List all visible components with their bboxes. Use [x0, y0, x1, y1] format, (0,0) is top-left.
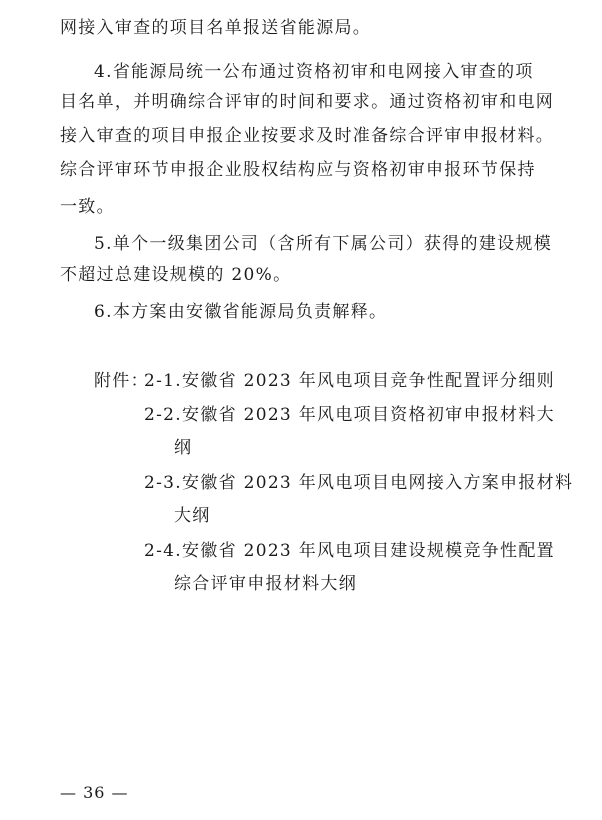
attachment-2-4-line-2: 综合评审申报材料大纲: [174, 574, 357, 594]
page-number: — 36 —: [60, 783, 129, 802]
paragraph-4-line-2: 目名单，并明确综合评审的时间和要求。通过资格初审和电网: [60, 92, 555, 112]
paragraph-5-line-1: 5.单个一级集团公司（含所有下属公司）获得的建设规模: [94, 234, 553, 254]
paragraph-3-end: 网接入审查的项目名单报送省能源局。: [60, 18, 372, 38]
paragraph-4-line-4: 综合评审环节申报企业股权结构应与资格初审申报环节保持: [60, 160, 536, 180]
paragraph-5-line-2: 不超过总建设规模的 20%。: [60, 265, 292, 285]
paragraph-4-line-1: 4.省能源局统一公布通过资格初审和电网接入审查的项: [94, 62, 534, 82]
attachment-2-3-line-2: 大纲: [174, 506, 211, 526]
attachments-label: 附件：: [94, 371, 149, 391]
attachment-2-2-line-1: 2-2.安徽省 2023 年风电项目资格初审申报材料大: [144, 405, 555, 425]
paragraph-4-line-3: 接入审查的项目申报企业按要求及时准备综合评审申报材料。: [60, 126, 555, 146]
attachment-2-4-line-1: 2-4.安徽省 2023 年风电项目建设规模竞争性配置: [144, 541, 555, 561]
paragraph-6: 6.本方案由安徽省能源局负责解释。: [94, 302, 388, 322]
attachment-2-1-line-1: 2-1.安徽省 2023 年风电项目竞争性配置评分细则: [144, 371, 555, 391]
attachment-2-2-line-2: 纲: [174, 438, 193, 458]
attachment-2-3-line-1: 2-3.安徽省 2023 年风电项目电网接入方案申报材料: [144, 473, 574, 493]
paragraph-4-line-5: 一致。: [60, 197, 115, 217]
